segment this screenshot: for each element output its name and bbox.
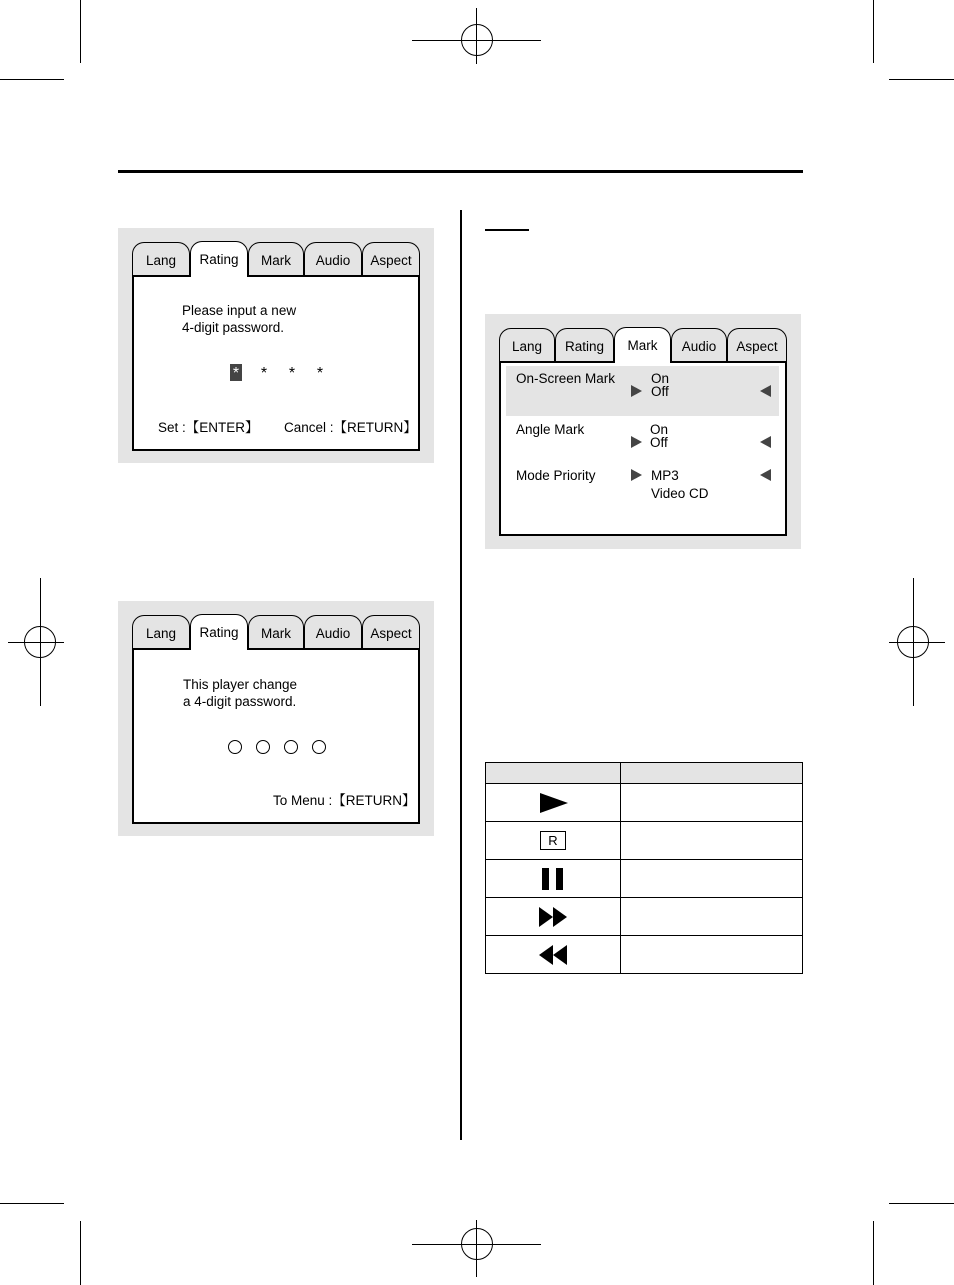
prompt-line-1: Please input a new xyxy=(182,303,297,318)
mode-priority-label: Mode Priority xyxy=(516,468,596,483)
cancel-label: Cancel : xyxy=(284,420,334,435)
angle-mark-option-off[interactable]: Off xyxy=(650,435,668,450)
message-line-2: a 4-digit password. xyxy=(183,694,297,709)
crop-mark xyxy=(873,0,874,63)
tab-aspect[interactable]: Aspect xyxy=(727,328,787,362)
tab-audio[interactable]: Audio xyxy=(304,615,362,649)
password-digit-3[interactable]: * xyxy=(288,365,296,382)
tab-audio[interactable]: Audio xyxy=(304,242,362,276)
table-header-row xyxy=(486,763,803,784)
crop-mark xyxy=(0,1203,64,1204)
cancel-hint xyxy=(284,416,417,436)
mark-settings-screen xyxy=(499,361,787,536)
description-cell xyxy=(621,784,803,822)
symbol-cell xyxy=(486,898,621,936)
selector-left-arrow-icon xyxy=(760,436,771,448)
tab-lang[interactable]: Lang xyxy=(499,328,555,362)
password-placeholder-circle xyxy=(312,740,326,754)
angle-mark-label: Angle Mark xyxy=(516,422,585,437)
prompt-line-2: 4-digit password. xyxy=(182,320,285,335)
tab-lang[interactable]: Lang xyxy=(132,615,190,649)
repeat-r-icon: R xyxy=(540,831,566,850)
symbol-table xyxy=(485,762,803,974)
description-cell xyxy=(621,936,803,974)
selector-right-arrow-icon xyxy=(631,469,642,481)
password-digit-2[interactable]: * xyxy=(260,365,268,382)
table-row xyxy=(486,936,803,974)
selector-right-arrow-icon xyxy=(631,385,642,397)
symbol-cell xyxy=(486,936,621,974)
symbol-cell xyxy=(486,784,621,822)
tab-mark[interactable]: Mark xyxy=(248,242,304,276)
symbol-cell xyxy=(486,822,621,860)
table-row xyxy=(486,822,803,860)
tab-aspect[interactable]: Aspect xyxy=(362,242,420,276)
table-row xyxy=(486,898,803,936)
enter-key: 【ENTER】 xyxy=(185,420,259,435)
column-divider xyxy=(460,210,462,1140)
message-line-1: This player change xyxy=(183,677,298,692)
password-changed-screen xyxy=(132,648,420,824)
to-menu-hint xyxy=(273,789,416,809)
selector-left-arrow-icon xyxy=(760,385,771,397)
crop-mark xyxy=(80,0,81,63)
on-screen-mark-option-off[interactable]: Off xyxy=(651,384,669,399)
set-hint xyxy=(158,416,259,436)
password-placeholder-circle xyxy=(256,740,270,754)
tab-rating[interactable]: Rating xyxy=(555,328,614,362)
tab-mark[interactable]: Mark xyxy=(614,327,671,363)
password-placeholder-circle xyxy=(228,740,242,754)
tab-rating[interactable]: Rating xyxy=(190,614,248,650)
table-header-cell xyxy=(621,763,803,784)
selector-left-arrow-icon xyxy=(760,469,771,481)
tab-aspect[interactable]: Aspect xyxy=(362,615,420,649)
description-cell xyxy=(621,822,803,860)
tab-rating[interactable]: Rating xyxy=(190,241,248,277)
password-input-panel xyxy=(118,228,434,463)
set-label: Set : xyxy=(158,420,186,435)
section-heading-rule xyxy=(485,229,529,231)
play-icon xyxy=(486,785,620,821)
angle-mark-option-on[interactable]: On xyxy=(650,422,669,437)
crop-mark xyxy=(0,79,64,80)
table-row xyxy=(486,860,803,898)
fast-forward-icon xyxy=(486,899,620,935)
to-menu-label: To Menu : xyxy=(273,793,333,808)
crop-mark xyxy=(889,79,954,80)
description-cell xyxy=(621,898,803,936)
return-key: 【RETURN】 xyxy=(333,420,417,435)
mode-priority-option-mp3[interactable]: MP3 xyxy=(651,468,679,483)
password-input-screen xyxy=(132,275,420,451)
return-key: 【RETURN】 xyxy=(332,793,416,808)
selector-right-arrow-icon xyxy=(631,436,642,448)
password-digit-4[interactable]: * xyxy=(316,365,324,382)
password-placeholder-circle xyxy=(284,740,298,754)
on-screen-mark-option-on[interactable]: On xyxy=(651,371,670,386)
crop-mark xyxy=(889,1203,954,1204)
table-row xyxy=(486,784,803,822)
crop-mark xyxy=(873,1221,874,1285)
table-header-cell xyxy=(486,763,621,784)
fast-rewind-icon xyxy=(486,937,620,973)
mark-settings-panel xyxy=(485,314,801,549)
on-screen-mark-label: On-Screen Mark xyxy=(516,371,616,386)
tab-audio[interactable]: Audio xyxy=(671,328,727,362)
symbol-cell xyxy=(486,860,621,898)
tab-lang[interactable]: Lang xyxy=(132,242,190,276)
pause-icon xyxy=(486,861,620,897)
password-digit-1[interactable]: * xyxy=(230,364,242,381)
mode-priority-option-video-cd[interactable]: Video CD xyxy=(651,486,709,501)
tab-mark[interactable]: Mark xyxy=(248,615,304,649)
crop-mark xyxy=(80,1221,81,1285)
header-rule xyxy=(118,170,803,173)
password-changed-panel xyxy=(118,601,434,836)
description-cell xyxy=(621,860,803,898)
